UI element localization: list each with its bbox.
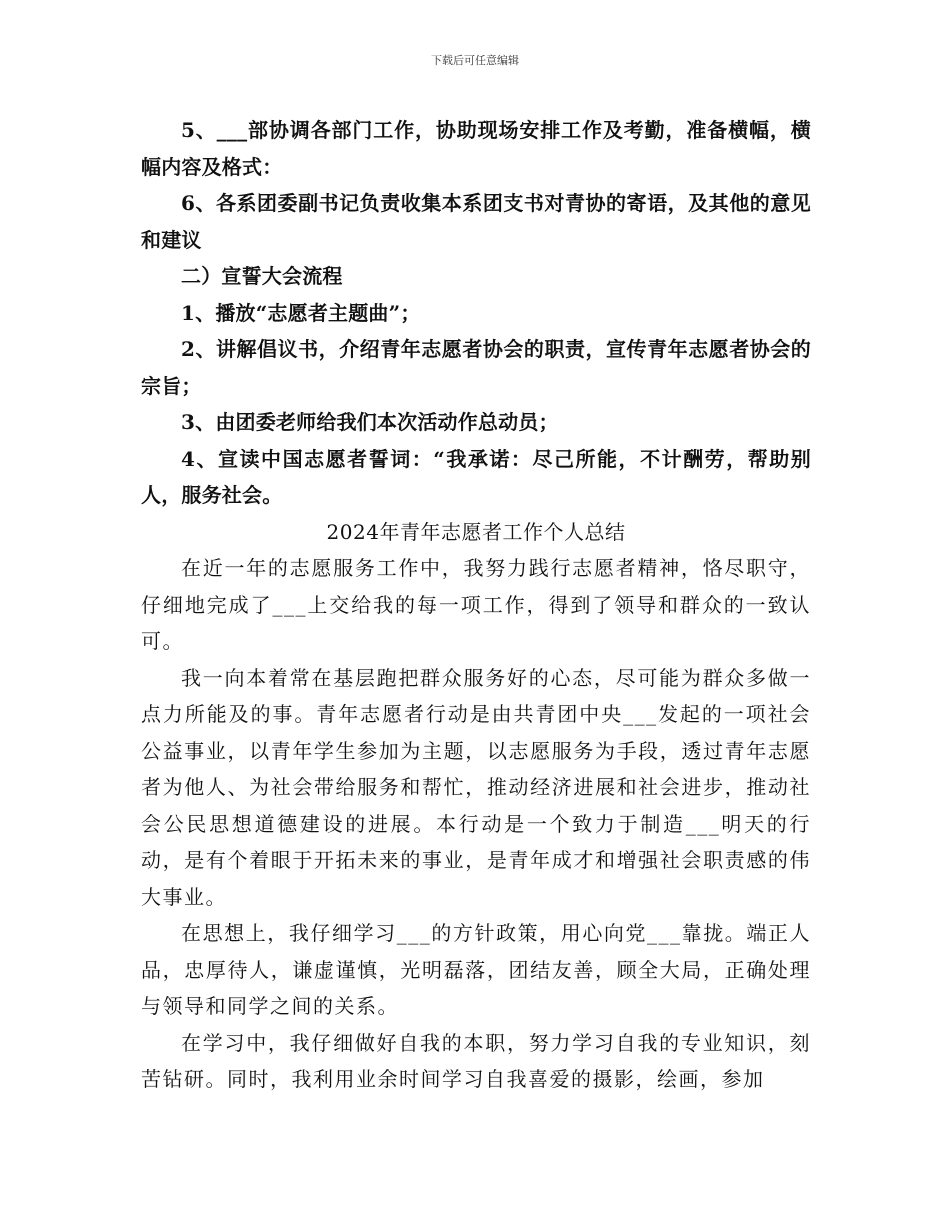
process-item-4: 4、宣读中国志愿者誓词：“我承诺：尽己所能，不计酬劳，帮助别人，服务社会。 bbox=[141, 446, 811, 507]
task-item-5: 5、___部协调各部门工作，协助现场安排工作及考勤，准备横幅，横幅内容及格式： bbox=[141, 118, 811, 179]
article-paragraph-1: 在近一年的志愿服务工作中，我努力践行志愿者精神，恪尽职守，仔细地完成了___上交给我的每一项工作，得到了领导和群众的一致认可。 bbox=[141, 556, 811, 653]
article-paragraph-4: 在学习中，我仔细做好自我的本职，努力学习自我的专业知识，刻苦钻研。同时，我利用业余时间学习自我喜爱的摄影，绘画，参加 bbox=[141, 1030, 811, 1091]
section-heading-ceremony: 二）宣誓大会流程 bbox=[181, 264, 343, 288]
article-paragraph-2: 我一向本着常在基层跑把群众服务好的心态，尽可能为群众多做一点力所能及的事。青年志愿者行动是由共青团中央___发起的一项社会公益事业，以青年学生参加为主题，以志愿服务为手段，透过青年志愿者为他人、为社会带给服务和帮忙，推动经济进展和社会进步，推动社会公民思想道德建设的进展。本行动是一个致力于制造___明天的行动，是有个着眼于开拓未来的事业，是青年成才和增强社会职责感的伟大事业。 bbox=[141, 665, 811, 909]
article-title: 2024年青年志愿者工作个人总结 bbox=[326, 519, 626, 544]
process-item-2: 2、讲解倡议书，介绍青年志愿者协会的职责，宣传青年志愿者协会的宗旨； bbox=[141, 337, 811, 398]
process-item-1: 1、播放“志愿者主题曲”； bbox=[181, 300, 421, 325]
page-header: 下载后可任意编辑 bbox=[431, 54, 519, 67]
article-paragraph-3: 在思想上，我仔细学习___的方针政策，用心向党___靠拢。端正人品，忠厚待人，谦虚谨慎，光明磊落，团结友善，顾全大局，正确处理与领导和同学之间的关系。 bbox=[141, 921, 811, 1018]
task-item-6: 6、各系团委副书记负责收集本系团支书对青协的寄语，及其他的意见和建议 bbox=[141, 191, 811, 252]
process-item-3: 3、由团委老师给我们本次活动作总动员； bbox=[181, 410, 559, 434]
document-body bbox=[141, 112, 811, 1098]
